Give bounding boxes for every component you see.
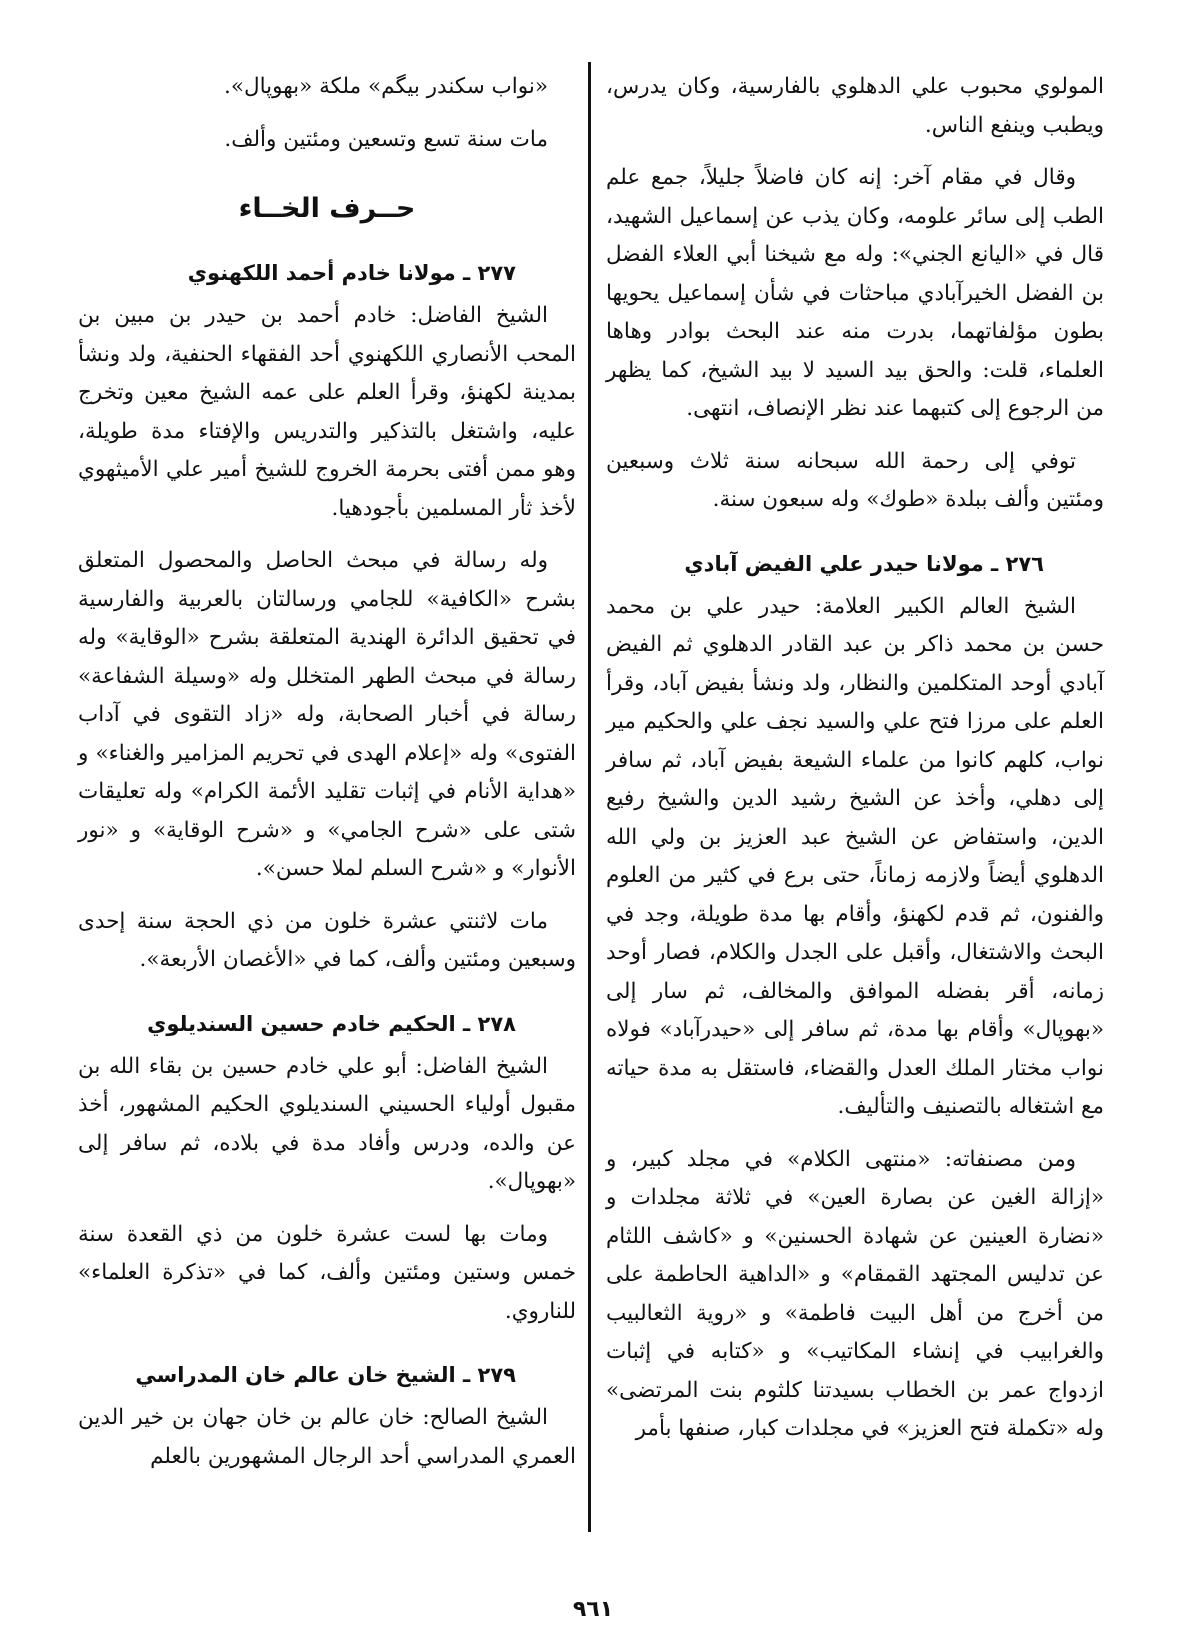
paragraph: المولوي محبوب علي الدهلوي بالفارسية، وكان يدرس، ويطبب وينفع الناس. [606,74,1104,138]
paragraph: ومن مصنفاته: «منتهى الكلام» في مجلد كبير، و «إزالة الغين عن بصارة العين» في ثلاثة مجلدات و «نضارة العينين عن شهادة الحسنين» و «كاشف اللثام عن تدليس المجتهد القمقام» و «الداهية الحاطمة على من أخرج من أهل البيت فاطمة» و «روية الثعالبيب والغرابيب في إنشاء المكاتيب» و «كتابه في إثبات ازدواج عمر بن الخطاب بسيدتنا كلثوم بنت المرتضى» وله «تكملة فتح العزيز» في مجلدات كبار، صنفها بأمر [606,1146,1104,1441]
page-number: ٩٦١ [572,1597,614,1622]
entry-title-277: ٢٧٧ ـ مولانا خادم أحمد اللكهنوي [187,261,516,285]
paragraph: وقال في مقام آخر: إنه كان فاضلاً جليلاً، جمع علم الطب إلى سائر علومه، وكان يذب عن إسماعيل الشهيد، قال في «اليانع الجني»: وله مع شيخنا أبي العلاء الفضل بن الفضل الخيرآبادي مباحثات في شأن إسماعيل يحويها بطون مؤلفاتهما، بدرت منه عند البحث بوادر وهاها العلماء، قلت: والحق بيد السيد لا بيد الشيخ، كما يظهر من الرجوع إلى كتبهما عند نظر الإنصاف، انتهى. [606,165,1104,421]
paragraph: الشيخ الصالح: خان عالم بن خان جهان بن خير الدين العمري المدراسي أحد الرجال المشهورين بالعلم [78,1405,576,1469]
paragraph: الشيخ الفاضل: أبو علي خادم حسين بن بقاء الله بن مقبول أولياء الحسيني السنديلوي الحكيم المشهور، أخذ عن والده، ودرس وأفاد مدة في بلاده، ثم سافر إلى «بهوپال». [78,1053,576,1194]
paragraph: توفي إلى رحمة الله سبحانه سنة ثلاث وسبعين ومئتين وألف ببلدة «طوك» وله سبعون سنة. [606,448,1104,512]
paragraph: ومات بها لست عشرة خلون من ذي القعدة سنة خمس وستين ومئتين وألف، كما في «تذكرة العلماء» للناروي. [78,1221,576,1324]
paragraph: مات لاثنتي عشرة خلون من ذي الحجة سنة إحدى وسبعين ومئتين وألف، كما في «الأغصان الأربعة». [78,908,576,972]
paragraph: مات سنة تسع وتسعين ومئتين وألف. [224,126,548,152]
section-heading: حــرف الخــاء [238,193,416,224]
right-column [606,68,1104,1463]
paragraph: الشيخ الفاضل: خادم أحمد بن حيدر بن مبين بن المحب الأنصاري اللكهنوي أحد الفقهاء الحنفية، ولد ونشأ بمدينة لكهنؤ، وقرأ العلم على عمه الشيخ معين وتخرج عليه، واشتغل بالتذكير والتدريس والإفتاء مدة طويلة، وهو ممن أفتى بحرمة الخروج للشيخ أمير علي الأميثهوي لأخذ ثأر المسلمين بأجودهيا. [78,303,576,521]
entry-title-278: ٢٧٨ ـ الحكيم خادم حسين السنديلوي [147,1011,516,1036]
entry-title-279: ٢٧٩ ـ الشيخ خان عالم خان المدراسي [135,1363,516,1387]
column-divider [588,62,591,1532]
left-column [78,68,576,1490]
entry-title-276: ٢٧٦ ـ مولانا حيدر علي الفيض آبادي [684,551,1044,576]
paragraph: وله رسالة في مبحث الحاصل والمحصول المتعلق بشرح «الكافية» للجامي ورسالتان بالعربية والفارسية في تحقيق الدائرة الهندية المتعلقة بشرح «الوقاية» وله رسالة في مبحث الطهر المتخلل وله «وسيلة الشفاعة» رسالة في أخبار الصحابة، وله «زاد التقوى في آداب الفتوى» وله «إعلام الهدى في تحريم المزامير والغناء» و «هداية الأنام في إثبات تقليد الأئمة الكرام» وله تعليقات شتى على «شرح الجامي» و «شرح الوقاية» و «نور الأنوار» و «شرح السلم لملا حسن». [78,548,576,881]
paragraph: الشيخ العالم الكبير العلامة: حيدر علي بن محمد حسن بن محمد ذاكر بن عبد القادر الدهلوي ثم الفيض آبادي أوحد المتكلمين والنظار، ولد ونشأ بفيض آباد، وقرأ العلم على مرزا فتح علي والسيد نجف علي والحكيم مير نواب، كلهم كانوا من علماء الشيعة بفيض آباد، ثم سافر إلى دهلي، وأخذ عن الشيخ رشيد الدين والشيخ رفيع الدين، واستفاض عن الشيخ عبد العزيز بن ولي الله الدهلوي أيضاً ولازمه زماناً، حتى برع في كثير من العلوم والفنون، ثم قدم لكهنؤ، وأقام بها مدة طويلة، وجد في البحث والاشتغال، وأقبل على الجدل والكلام، فصار أوحد زمانه، أقر بفضله الموافق والمخالف، ثم سار إلى «بهوپال» وأقام بها مدة، ثم سافر إلى «حيدرآباد» فولاه نواب مختار الملك العدل والقضاء، فاستقل به مدة حياته مع اشتغاله بالتصنيف والتأليف. [606,593,1104,1119]
paragraph: «نواب سكندر بيگم» ملكة «بهوپال». [224,74,548,99]
